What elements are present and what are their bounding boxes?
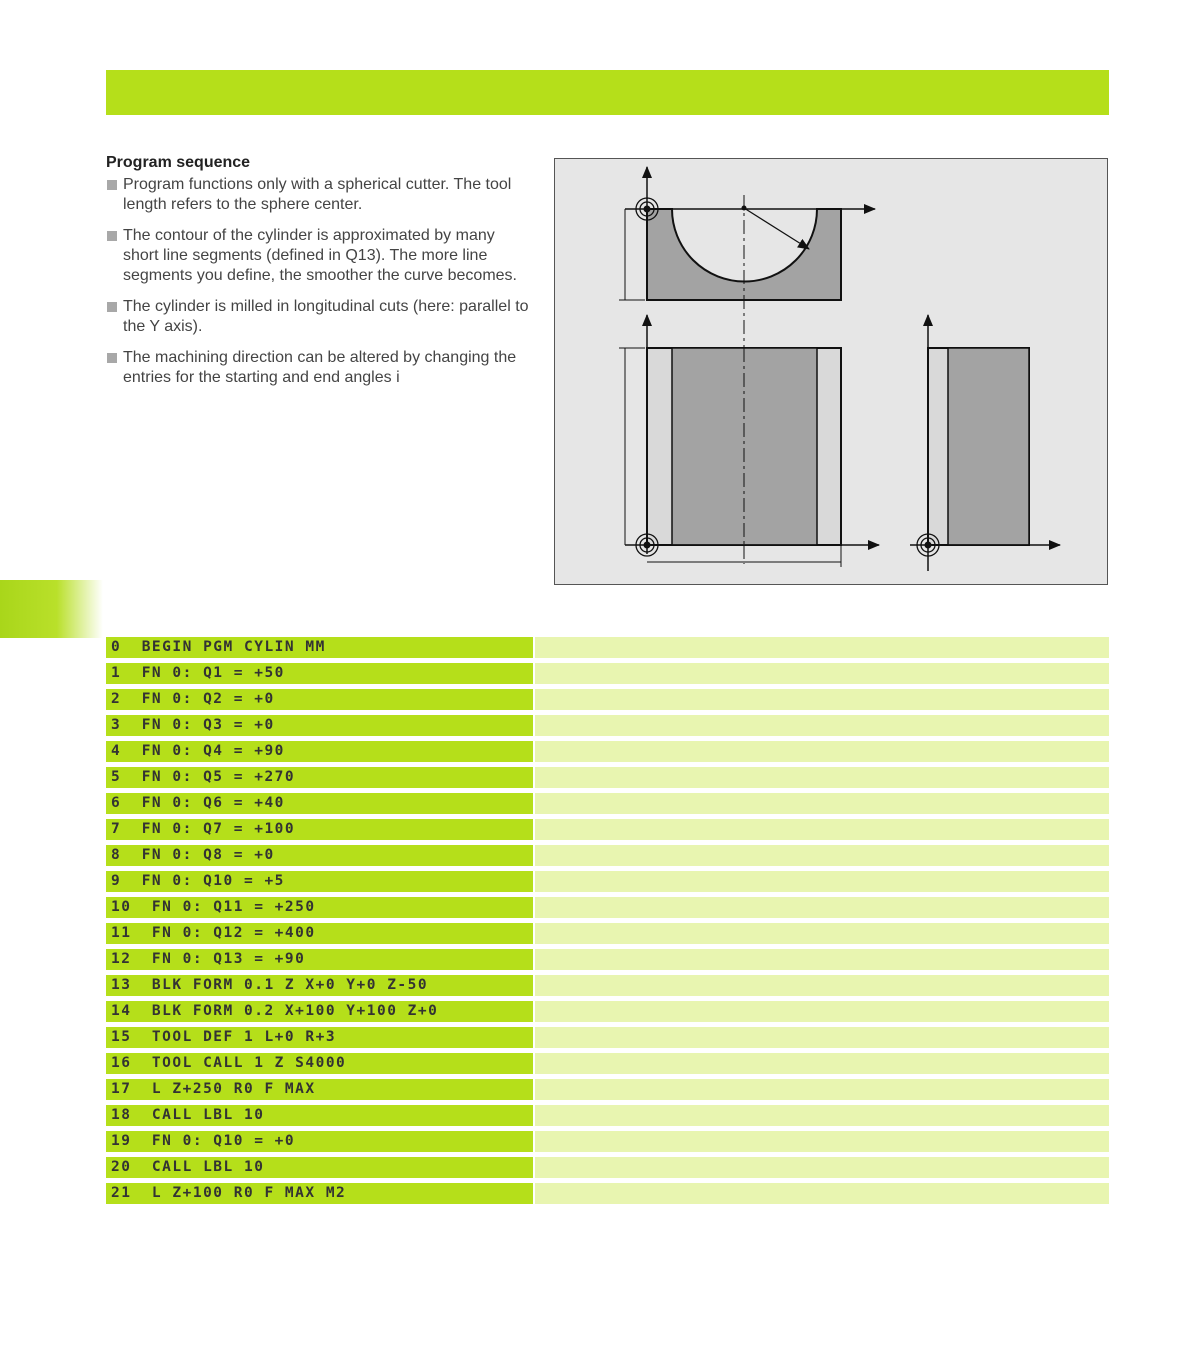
code-line: 11 FN 0: Q12 = +400 (106, 923, 533, 944)
code-line: 17 L Z+250 R0 F MAX (106, 1079, 533, 1100)
code-row (106, 845, 1109, 866)
side-cut-area (948, 348, 1029, 545)
comment-cell (535, 741, 1109, 762)
code-line: 13 BLK FORM 0.1 Z X+0 Y+0 Z-50 (106, 975, 533, 996)
comment-cell (535, 1183, 1109, 1204)
bullet-text: The machining direction can be altered by changing the entries for the starting and end angles i (123, 349, 517, 386)
comment-cell (535, 689, 1109, 710)
program-sequence-section (106, 153, 534, 399)
code-row (106, 923, 1109, 944)
chapter-tab (0, 580, 103, 638)
bullet-text: The contour of the cylinder is approximated by many short line segments (defined in Q13). The more line segments you define, the smoother the curve becomes. (123, 227, 517, 284)
code-line: 20 CALL LBL 10 (106, 1157, 533, 1178)
code-line: 18 CALL LBL 10 (106, 1105, 533, 1126)
comment-cell (535, 871, 1109, 892)
code-line: 5 FN 0: Q5 = +270 (106, 767, 533, 788)
code-line: 3 FN 0: Q3 = +0 (106, 715, 533, 736)
code-row (106, 793, 1109, 814)
header-bar (106, 70, 1109, 115)
comment-cell (535, 767, 1109, 788)
bullet-item (106, 348, 534, 388)
comment-cell (535, 1001, 1109, 1022)
technical-drawing (555, 159, 1107, 584)
comment-cell (535, 1053, 1109, 1074)
code-line: 10 FN 0: Q11 = +250 (106, 897, 533, 918)
code-row (106, 689, 1109, 710)
bullet-item (106, 226, 534, 286)
code-row (106, 1105, 1109, 1126)
comment-cell (535, 819, 1109, 840)
code-line: 16 TOOL CALL 1 Z S4000 (106, 1053, 533, 1074)
comment-cell (535, 1105, 1109, 1126)
radius-arrow (744, 208, 809, 249)
comment-cell (535, 715, 1109, 736)
code-row (106, 741, 1109, 762)
code-row (106, 819, 1109, 840)
comment-cell (535, 845, 1109, 866)
comment-cell (535, 923, 1109, 944)
code-row (106, 897, 1109, 918)
code-line: 14 BLK FORM 0.2 X+100 Y+100 Z+0 (106, 1001, 533, 1022)
bullet-item (106, 297, 534, 337)
code-row (106, 975, 1109, 996)
code-line: 21 L Z+100 R0 F MAX M2 (106, 1183, 533, 1204)
bullet-text: The cylinder is milled in longitudinal cuts (here: parallel to the Y axis). (123, 298, 529, 335)
bullet-square-icon (107, 302, 117, 312)
comment-cell (535, 1131, 1109, 1152)
code-row (106, 1027, 1109, 1048)
code-row (106, 949, 1109, 970)
bullet-square-icon (107, 231, 117, 241)
code-line: 19 FN 0: Q10 = +0 (106, 1131, 533, 1152)
code-row (106, 1079, 1109, 1100)
code-row (106, 637, 1109, 658)
comment-cell (535, 1157, 1109, 1178)
comment-cell (535, 975, 1109, 996)
bullet-square-icon (107, 180, 117, 190)
bullet-item (106, 175, 534, 215)
code-line: 2 FN 0: Q2 = +0 (106, 689, 533, 710)
comment-cell (535, 1027, 1109, 1048)
code-line: 7 FN 0: Q7 = +100 (106, 819, 533, 840)
section-heading: Program sequence (106, 154, 251, 171)
code-line: 12 FN 0: Q13 = +90 (106, 949, 533, 970)
code-row (106, 715, 1109, 736)
code-line: 15 TOOL DEF 1 L+0 R+3 (106, 1027, 533, 1048)
bullet-square-icon (107, 353, 117, 363)
comment-cell (535, 1079, 1109, 1100)
nc-program-listing (106, 637, 1109, 1209)
code-row (106, 1183, 1109, 1204)
code-row (106, 1053, 1109, 1074)
code-row (106, 767, 1109, 788)
code-line: 4 FN 0: Q4 = +90 (106, 741, 533, 762)
comment-cell (535, 663, 1109, 684)
code-line: 9 FN 0: Q10 = +5 (106, 871, 533, 892)
comment-cell (535, 949, 1109, 970)
comment-cell (535, 637, 1109, 658)
comment-cell (535, 793, 1109, 814)
code-row (106, 1001, 1109, 1022)
code-row (106, 663, 1109, 684)
code-row (106, 1157, 1109, 1178)
comment-cell (535, 897, 1109, 918)
bullet-text: Program functions only with a spherical cutter. The tool length refers to the sphere center. (123, 176, 512, 213)
cylinder-drawing (554, 158, 1108, 585)
code-line: 1 FN 0: Q1 = +50 (106, 663, 533, 684)
code-line: 0 BEGIN PGM CYLIN MM (106, 637, 533, 658)
code-line: 6 FN 0: Q6 = +40 (106, 793, 533, 814)
code-row (106, 871, 1109, 892)
code-line: 8 FN 0: Q8 = +0 (106, 845, 533, 866)
code-row (106, 1131, 1109, 1152)
